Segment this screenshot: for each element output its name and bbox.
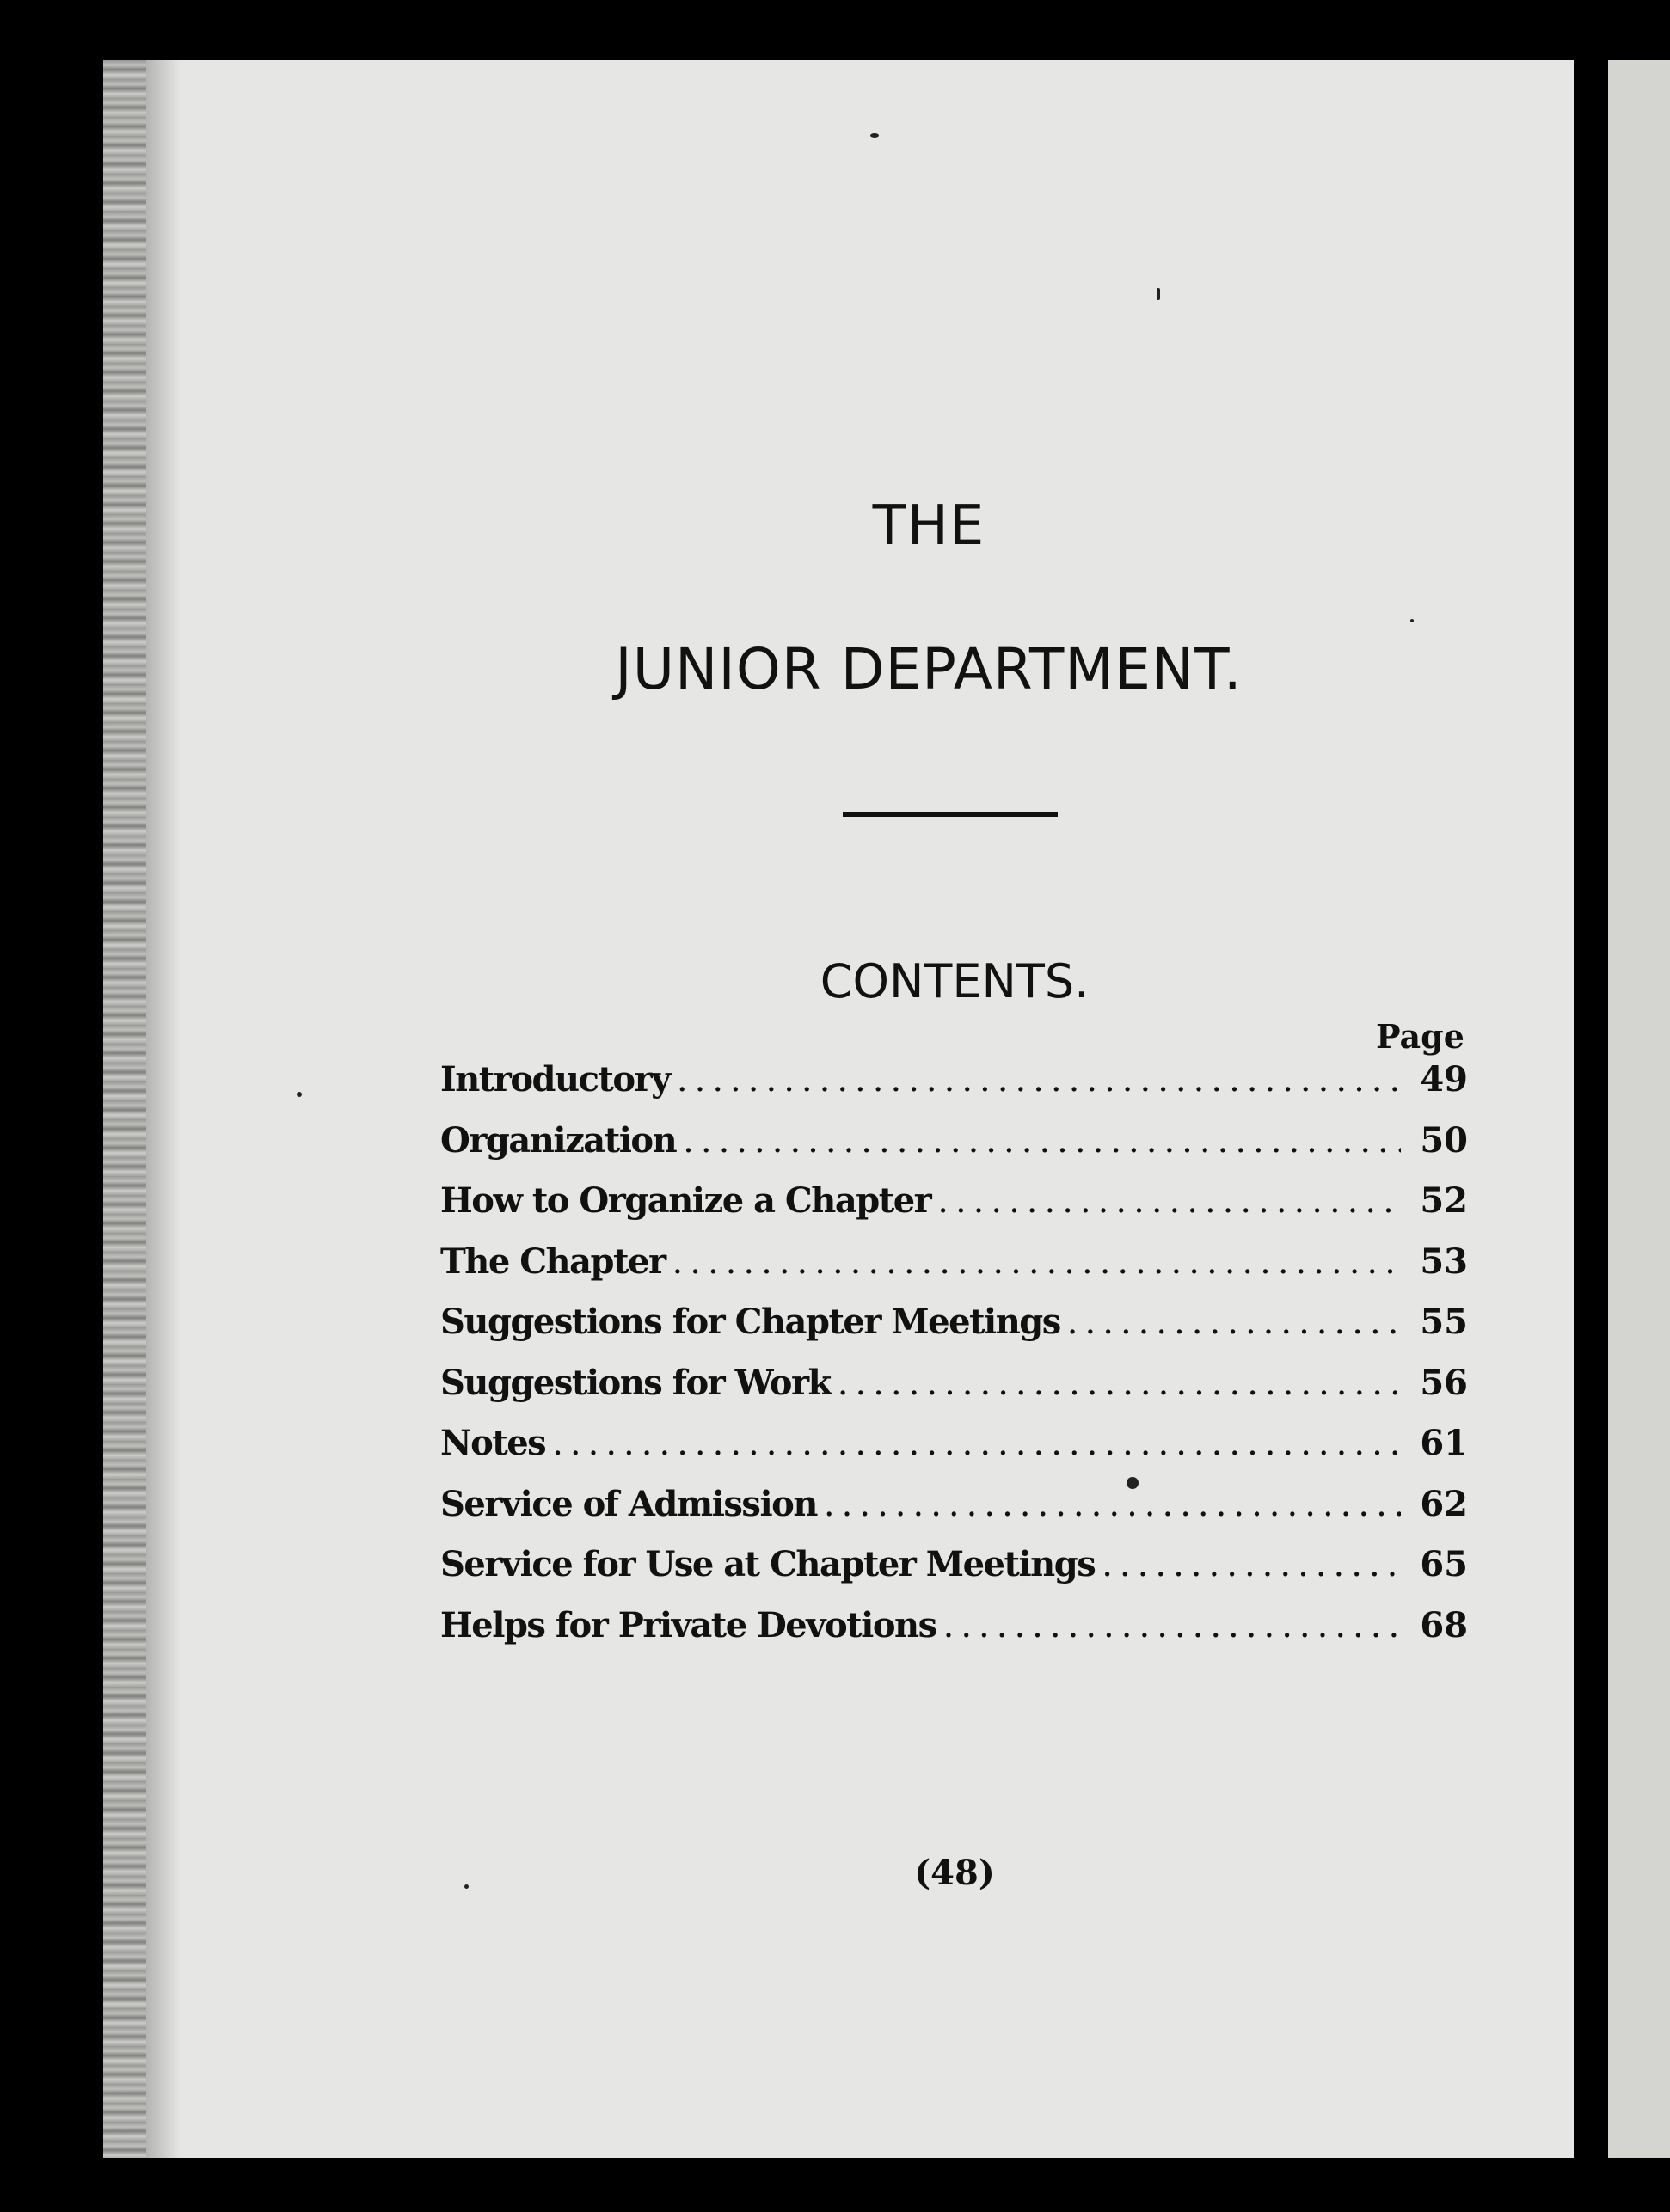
toc-leader-dots [672, 1242, 1401, 1282]
toc-entry [440, 1605, 1468, 1666]
facing-page-edge [1608, 60, 1670, 2158]
toc-entry-page: 53 [1420, 1241, 1468, 1282]
toc-entry-page: 50 [1420, 1119, 1468, 1161]
toc-entry-page: 55 [1420, 1302, 1468, 1342]
contents-heading: CONTENTS. [820, 954, 1090, 1008]
toc-leader-dots [677, 1060, 1401, 1100]
dust-speck [1410, 619, 1414, 622]
dust-speck [297, 1092, 302, 1097]
toc-entry-page: 56 [1420, 1362, 1468, 1403]
toc-entry-page: 61 [1420, 1423, 1468, 1463]
toc-entry [440, 1544, 1468, 1605]
title-junior-department: JUNIOR DEPARTMENT. [615, 636, 1243, 702]
toc-entry [440, 1120, 1468, 1181]
toc-leader-dots [824, 1485, 1401, 1524]
toc-entry-page: 52 [1420, 1180, 1468, 1221]
table-of-contents [440, 1059, 1468, 1665]
toc-entry-page: 68 [1420, 1604, 1468, 1645]
toc-entry-title: Suggestions for Chapter Meetings [440, 1302, 1060, 1342]
toc-leader-dots [838, 1363, 1401, 1403]
toc-entry-title: Introductory [440, 1059, 670, 1100]
toc-leader-dots [1067, 1302, 1401, 1342]
toc-entry-title: Suggestions for Work [440, 1362, 831, 1403]
toc-leader-dots [937, 1181, 1401, 1221]
toc-entry-title: Service of Admission [440, 1483, 817, 1524]
title-line-the: THE [872, 494, 985, 558]
toc-leader-dots [552, 1424, 1401, 1463]
toc-entry-title: Organization [440, 1119, 677, 1161]
toc-entry [440, 1423, 1468, 1484]
binding-shadow [146, 60, 181, 2158]
toc-entry-title: The Chapter [440, 1241, 666, 1282]
page-column-header: Page [1376, 1017, 1464, 1056]
toc-entry-title: Helps for Private Devotions [440, 1604, 936, 1645]
dust-speck [1157, 288, 1160, 300]
bound-edge [103, 60, 146, 2158]
toc-leader-dots [943, 1606, 1401, 1645]
toc-entry-page: 65 [1420, 1544, 1468, 1584]
toc-entry-title: Notes [440, 1423, 546, 1463]
title-divider-rule [843, 812, 1058, 817]
toc-entry-page: 49 [1420, 1059, 1468, 1100]
toc-entry [440, 1241, 1468, 1302]
toc-entry-title: How to Organize a Chapter [440, 1180, 931, 1221]
toc-entry-page: 62 [1420, 1483, 1468, 1524]
toc-entry [440, 1484, 1468, 1545]
toc-entry [440, 1180, 1468, 1241]
toc-entry [440, 1302, 1468, 1363]
toc-leader-dots [683, 1121, 1401, 1161]
toc-leader-dots [1102, 1545, 1401, 1584]
toc-entry-title: Service for Use at Chapter Meetings [440, 1544, 1096, 1584]
dust-speck [870, 133, 879, 138]
toc-entry [440, 1363, 1468, 1424]
toc-entry [440, 1059, 1468, 1120]
page-number: (48) [914, 1853, 995, 1893]
